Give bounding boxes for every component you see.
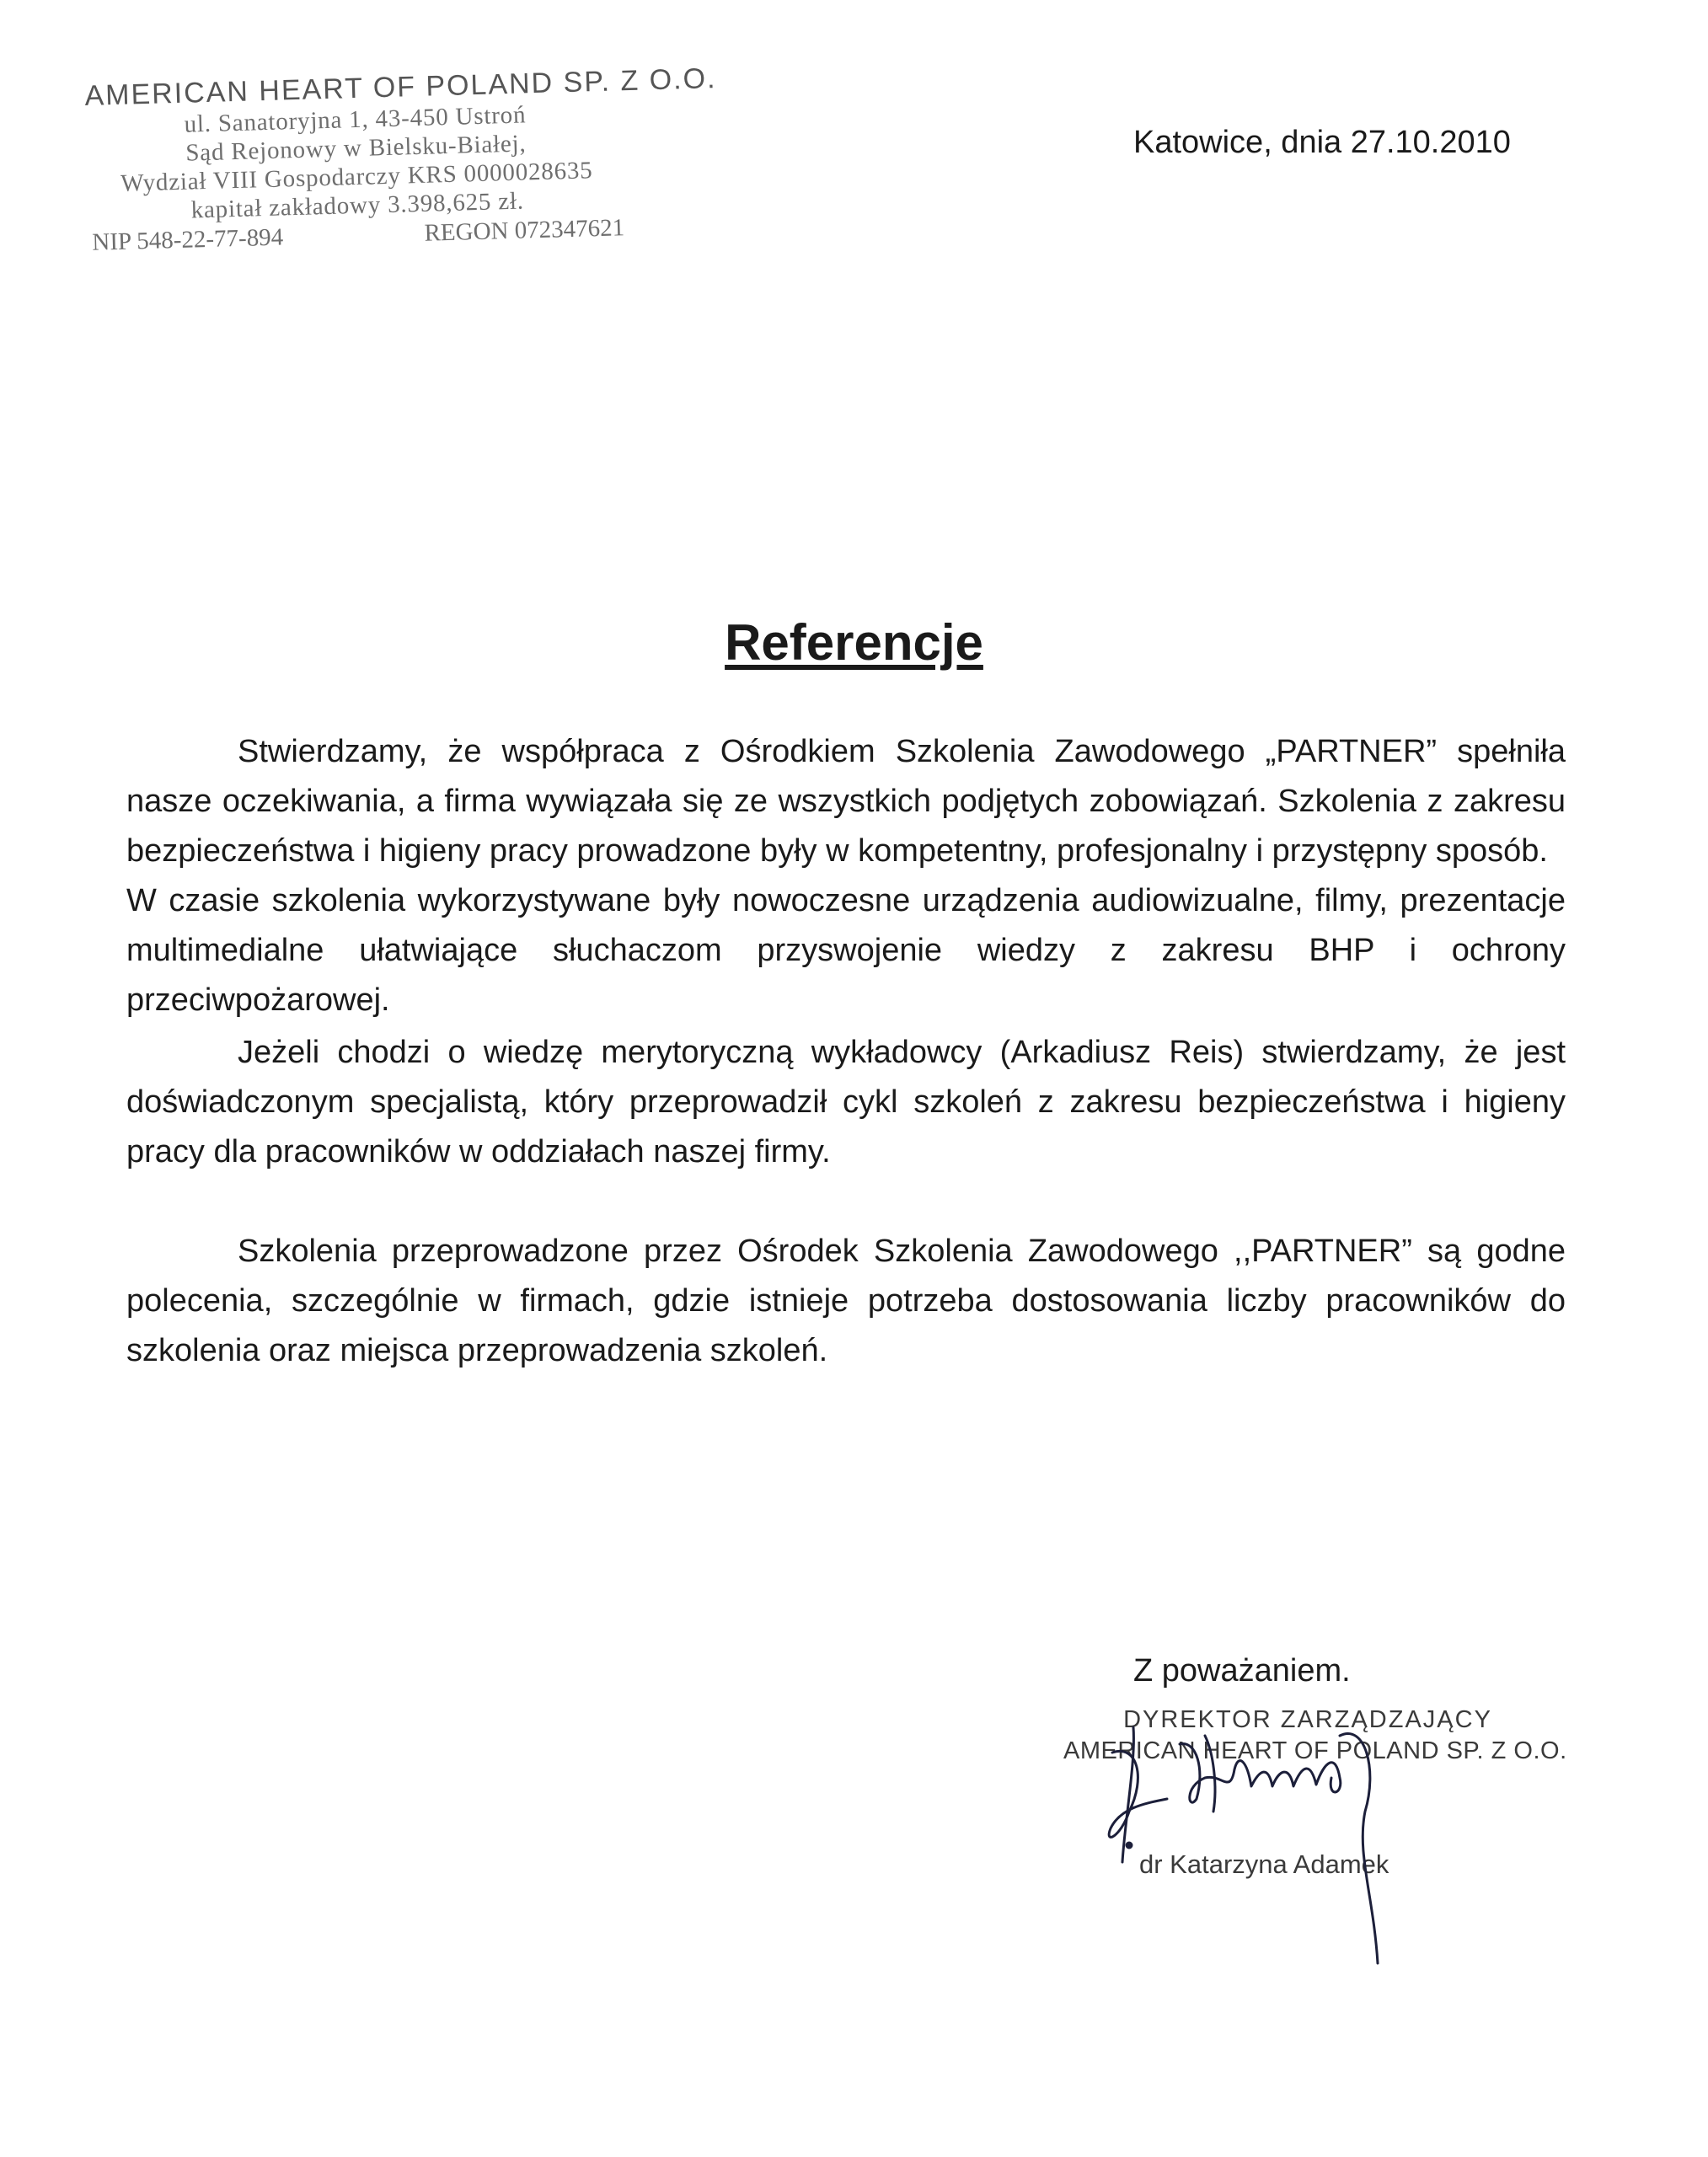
paragraph-1: Stwierdzamy, że współpraca z Ośrodkiem Szkolenia Zawodowego „PARTNER” spełniła nasze oczekiwania, a firma wywiązała się ze wszystkich podjętych zobowiązań. Szkolenia z zakresu bezpieczeństwa i higieny pracy prowadzone były w kompetentny, profesjonalny i przystępny sposób. xyxy=(126,734,1566,869)
closing-salutation: Z poważaniem. xyxy=(1133,1653,1351,1689)
paragraph-4: Szkolenia przeprowadzone przez Ośrodek Szkolenia Zawodowego ,,PARTNER” są godne polecenia, szczególnie w firmach, gdzie istnieje potrzeba dostosowania liczby pracowników do szkolenia oraz miejsca przeprowadzenia szkoleń. xyxy=(126,1234,1566,1368)
stamp-address: ul. Sanatoryjna 1, 43-450 Ustroń xyxy=(184,101,527,138)
stamp-nip: NIP 548-22-77-894 xyxy=(91,223,284,256)
signatory-title: DYREKTOR ZARZĄDZAJĄCY xyxy=(1123,1706,1492,1733)
signatory-company: AMERICAN HEART OF POLAND SP. Z O.O. xyxy=(1063,1737,1567,1764)
paragraph-3: Jeżeli chodzi o wiedzę merytoryczną wykładowcy (Arkadiusz Reis) stwierdzamy, że jest doświadczonym specjalistą, który przeprowadził cykl szkoleń z zakresu bezpieczeństwa i higieny pracy dla pracowników w oddziałach naszej firmy. xyxy=(126,1035,1566,1169)
stamp-company-name: AMERICAN HEART OF POLAND SP. Z O.O. xyxy=(84,62,717,112)
stamp-regon: REGON 072347621 xyxy=(424,214,625,247)
signatory-name: dr Katarzyna Adamek xyxy=(1139,1849,1389,1879)
letter-title: Referencje xyxy=(725,614,983,671)
handwritten-signature xyxy=(1087,1719,1441,1972)
stamp-krs: Wydział VIII Gospodarczy KRS 0000028635 xyxy=(120,157,593,197)
stamp-court: Sąd Rejonowy w Bielsku-Białej, xyxy=(185,130,527,167)
letter-date: Katowice, dnia 27.10.2010 xyxy=(1133,125,1511,160)
paragraph-block-3 xyxy=(126,1227,1566,1376)
stamp-capital: kapitał zakładowy 3.398,625 zł. xyxy=(190,187,525,224)
paragraph-block-1 xyxy=(126,727,1566,1025)
paragraph-2: W czasie szkolenia wykorzystywane były nowoczesne urządzenia audiowizualne, filmy, prezentacje multimedialne ułatwiające słuchaczom przyswojenie wiedzy z zakresu BHP i ochrony przeciwpożarowej. xyxy=(126,883,1566,1018)
company-stamp xyxy=(84,62,717,258)
paragraph-block-2 xyxy=(126,1028,1566,1177)
